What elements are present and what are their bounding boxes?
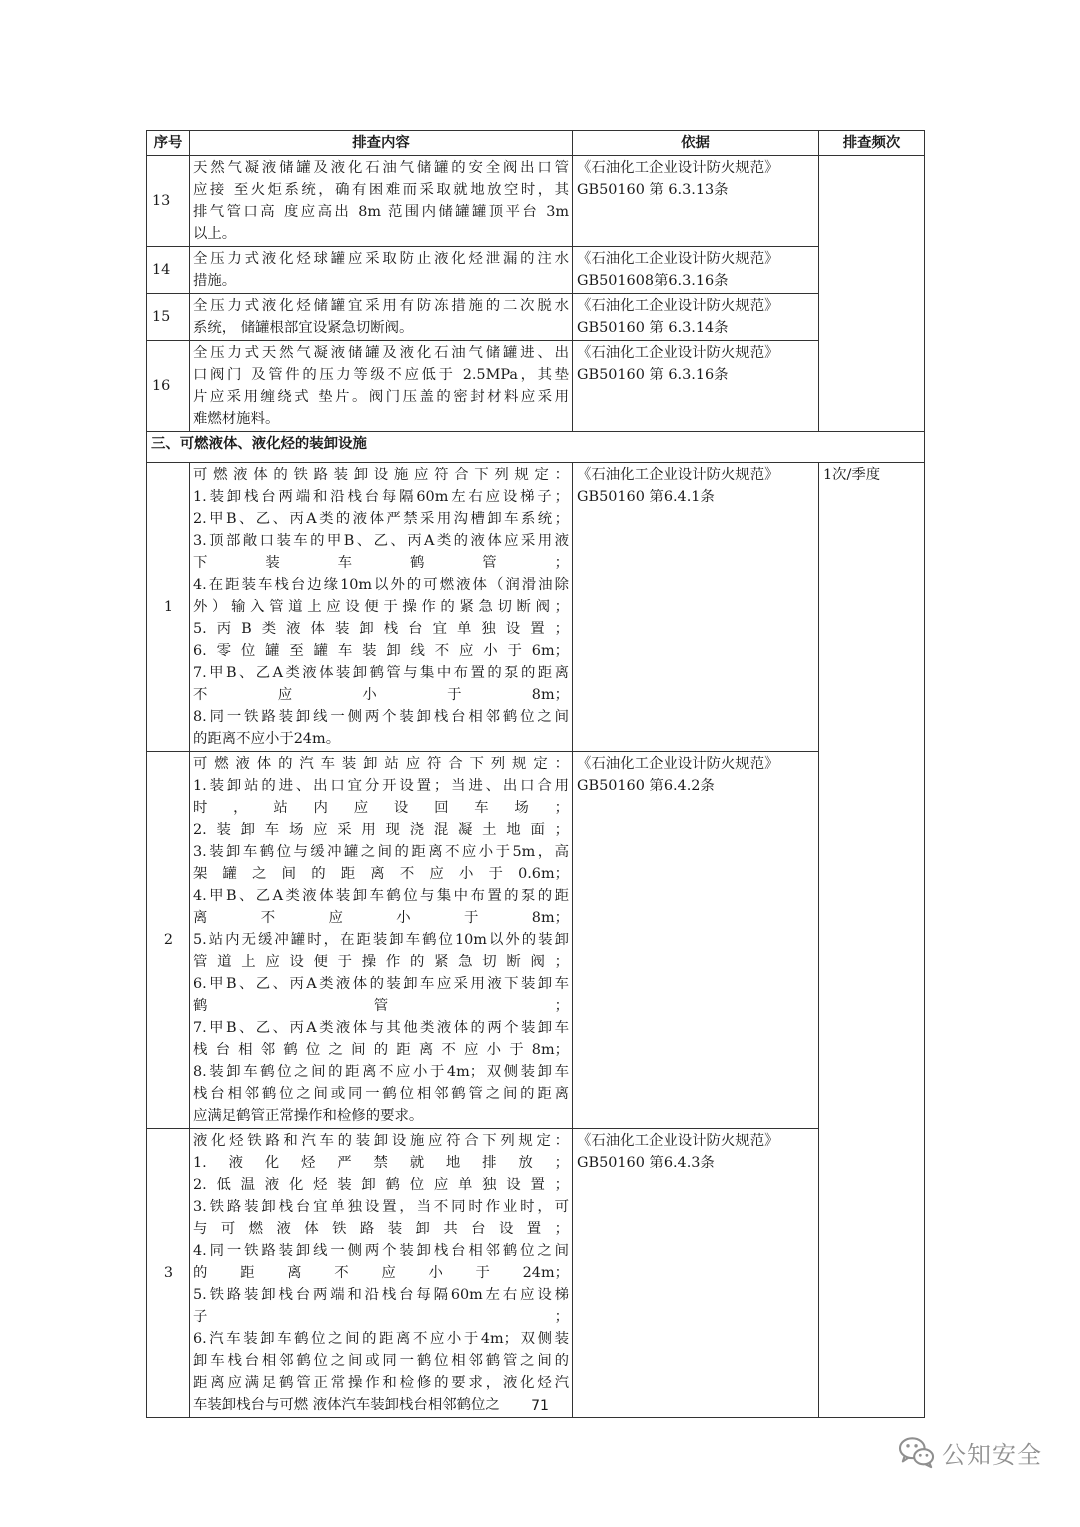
content-line: 全压力式天然气凝液储罐及液化石油气储罐进、出: [193, 345, 569, 361]
basis-line: GB50160 第6.4.1条: [577, 489, 715, 505]
basis-line: GB50160 第 6.3.13条: [577, 182, 729, 198]
content-line: 的距离不应小于24m；: [193, 1265, 569, 1281]
row-serial: 1: [147, 463, 190, 752]
content-line: 外）输入管道上应设便于操作的紧急切断阀；: [193, 599, 569, 615]
content-line: 应接 至火炬系统，确有困难而采取就地放空时，其: [193, 182, 569, 198]
table-row: [147, 463, 925, 752]
content-line: 3.装卸车鹤位与缓冲罐之间的距离不应小于5m，高: [193, 844, 569, 860]
content-line: 2.低温液化烃装卸鹤位应单独设置；: [193, 1177, 569, 1193]
inspection-table: [146, 130, 925, 1418]
content-line: 下装车鹤管；: [193, 555, 569, 571]
content-line: 3.顶部敞口装车的甲B、乙、丙A类的液体应采用液: [193, 533, 569, 549]
section-title: 三、可燃液体、液化烃的装卸设施: [147, 432, 925, 463]
row-basis: [573, 294, 819, 341]
row-frequency: [819, 156, 925, 432]
content-line: 8.同一铁路装卸线一侧两个装卸栈台相邻鹤位之间: [193, 709, 569, 725]
content-line: 车装卸栈台与可燃 液体汽车装卸栈台相邻鹤位之: [193, 1397, 500, 1413]
content-line: 4.在距装车栈台边缘10m以外的可燃液体（润滑油除: [193, 577, 569, 593]
page-number: 71: [531, 1398, 549, 1414]
row-basis: [573, 1129, 819, 1418]
content-line: 以上。: [193, 226, 237, 242]
watermark-text: 公知安全: [942, 1440, 1042, 1469]
content-line: 子；: [193, 1309, 569, 1325]
content-line: 5.站内无缓冲罐时，在距装卸车鹤位10m以外的装卸: [193, 932, 569, 948]
content-line: 液化烃铁路和汽车的装卸设施应符合下列规定：: [193, 1133, 569, 1149]
header-basis: 依据: [573, 131, 819, 156]
content-line: 天然气凝液储罐及液化石油气储罐的安全阀出口管: [193, 160, 569, 176]
header-content: 排查内容: [190, 131, 573, 156]
basis-line: GB50160 第 6.3.14条: [577, 320, 729, 336]
content-line: 系统， 储罐根部宜设紧急切断阀。: [193, 320, 414, 336]
content-line: 与可燃液体铁路装卸共台设置；: [193, 1221, 569, 1237]
basis-line: GB50160 第 6.3.16条: [577, 367, 729, 383]
content-line: 架罐之间的距离不应小于0.6m；: [193, 866, 569, 882]
basis-line: GB50160 第6.4.2条: [577, 778, 715, 794]
row-content: [190, 463, 573, 752]
basis-line: 《石油化工企业设计防火规范》: [577, 467, 779, 483]
table-row: [147, 156, 925, 247]
content-line: 时，站内应设回车场；: [193, 800, 569, 816]
content-line: 全压力式液化烃储罐宜采用有防冻措施的二次脱水: [193, 298, 569, 314]
content-line: 片应采用缠绕式 垫片。阀门压盖的密封材料应采用: [193, 389, 569, 405]
row-serial: 15: [147, 294, 190, 341]
table-header-row: [147, 131, 925, 156]
row-content: [190, 341, 573, 432]
table-row: [147, 752, 925, 1129]
table-row: [147, 247, 925, 294]
basis-line: 《石油化工企业设计防火规范》: [577, 1133, 779, 1149]
row-content: [190, 247, 573, 294]
content-line: 排气管口高 度应高出 8m 范围内储罐罐顶平台 3m: [193, 204, 569, 220]
content-line: 的距离不应小于24m。: [193, 731, 341, 747]
basis-line: 《石油化工企业设计防火规范》: [577, 345, 779, 361]
row-content: [190, 156, 573, 247]
content-line: 栈台相邻鹤位之间的距离不应小于8m；: [193, 1042, 569, 1058]
row-basis: [573, 156, 819, 247]
content-line: 4.甲B、乙A类液体装卸车鹤位与集中布置的泵的距: [193, 888, 569, 904]
content-line: 5.铁路装卸栈台两端和沿栈台每隔60m左右应设梯: [193, 1287, 569, 1303]
content-line: 1.装卸站的进、出口宜分开设置；当进、出口合用: [193, 778, 569, 794]
row-content: [190, 752, 573, 1129]
row-serial: 14: [147, 247, 190, 294]
table-row: [147, 1129, 925, 1418]
header-frequency: 排查频次: [819, 131, 925, 156]
content-line: 可燃液体的汽车装卸站应符合下列规定：: [193, 756, 569, 772]
basis-line: GB50160 第6.4.3条: [577, 1155, 715, 1171]
content-line: 栈台相邻鹤位之间或同一鹤位相邻鹤管之间的距离: [193, 1086, 569, 1102]
content-line: 卸车栈台相邻鹤位之间或同一鹤位相邻鹤管之间的: [193, 1353, 569, 1369]
row-serial: 16: [147, 341, 190, 432]
content-line: 1.装卸栈台两端和沿栈台每隔60m左右应设梯子；: [193, 489, 569, 505]
row-frequency: 1次/季度: [819, 463, 925, 1418]
row-serial: 2: [147, 752, 190, 1129]
content-line: 4.同一铁路装卸线一侧两个装卸栈台相邻鹤位之间: [193, 1243, 569, 1259]
table-row: [147, 294, 925, 341]
table-row: [147, 341, 925, 432]
section-row: [147, 432, 925, 463]
content-line: 5.丙B类液体装卸栈台宜单独设置；: [193, 621, 569, 637]
content-line: 难燃材施料。: [193, 411, 280, 427]
content-line: 6.甲B、乙、丙A类液体的装卸车应采用液下装卸车: [193, 976, 569, 992]
basis-line: 《石油化工企业设计防火规范》: [577, 160, 779, 176]
content-line: 应满足鹤管正常操作和检修的要求。: [193, 1108, 424, 1124]
content-line: 口阀门 及管件的压力等级不应低于 2.5MPa，其垫: [193, 367, 569, 383]
content-line: 2.甲B、乙、丙A类的液体严禁采用沟槽卸车系统；: [193, 511, 569, 527]
basis-line: GB501608第6.3.16条: [577, 273, 729, 289]
content-line: 全压力式液化烃球罐应采取防止液化烃泄漏的注水: [193, 251, 569, 267]
content-line: 7.甲B、乙、丙A类液体与其他类液体的两个装卸车: [193, 1020, 569, 1036]
content-line: 3.铁路装卸栈台宜单独设置，当不同时作业时，可: [193, 1199, 569, 1215]
content-line: 8.装卸车鹤位之间的距离不应小于4m；双侧装卸车: [193, 1064, 569, 1080]
content-line: 7.甲B、乙A类液体装卸鹤管与集中布置的泵的距离: [193, 665, 569, 681]
basis-line: 《石油化工企业设计防火规范》: [577, 298, 779, 314]
content-line: 管道上应设便于操作的紧急切断阀；: [193, 954, 569, 970]
basis-line: 《石油化工企业设计防火规范》: [577, 251, 779, 267]
content-line: 可燃液体的铁路装卸设施应符合下列规定：: [193, 467, 569, 483]
content-line: 2.装卸车场应采用现浇混凝土地面；: [193, 822, 569, 838]
row-content: [190, 1129, 573, 1418]
content-line: 不应小于8m；: [193, 687, 569, 703]
watermark: [898, 1432, 1042, 1472]
row-basis: [573, 341, 819, 432]
row-serial: 3: [147, 1129, 190, 1418]
content-line: 离不应小于8m；: [193, 910, 569, 926]
content-line: 措施。: [193, 273, 237, 289]
content-line: 鹤管；: [193, 998, 569, 1014]
row-basis: [573, 752, 819, 1129]
row-content: [190, 294, 573, 341]
content-line: 6.汽车装卸车鹤位之间的距离不应小于4m；双侧装: [193, 1331, 569, 1347]
content-line: 距离应满足鹤管正常操作和检修的要求，液化烃汽: [193, 1375, 569, 1391]
row-basis: [573, 463, 819, 752]
wechat-icon: [898, 1435, 936, 1469]
content-line: 6.零位罐至罐车装卸线不应小于6m；: [193, 643, 569, 659]
content-line: 1.液化烃严禁就地排放；: [193, 1155, 569, 1171]
basis-line: 《石油化工企业设计防火规范》: [577, 756, 779, 772]
header-serial: 序号: [147, 131, 190, 156]
row-serial: 13: [147, 156, 190, 247]
row-basis: [573, 247, 819, 294]
